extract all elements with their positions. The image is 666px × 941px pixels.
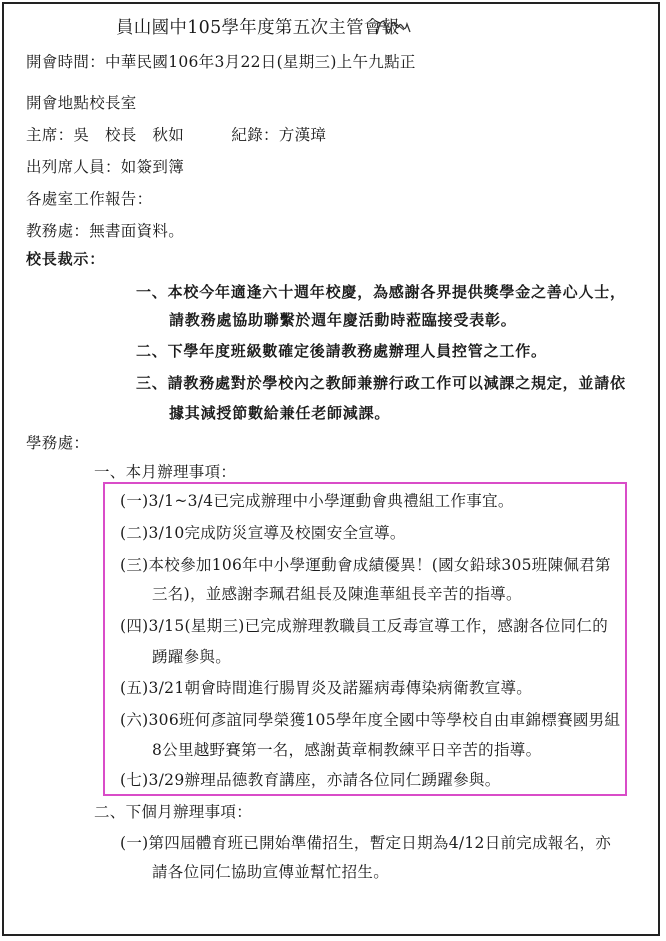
this-month-item: 踴躍參與。: [152, 648, 232, 666]
principal-line: 一、本校今年適逢六十週年校慶，為感謝各界提供獎學金之善心人士，: [136, 283, 626, 301]
meeting-time: 開會時間：中華民國106年3月22日(星期三)上午九點正: [26, 53, 416, 71]
this-month-item: (一)3/1~3/4已完成辦理中小學運動會典禮組工作事宜。: [120, 492, 514, 510]
attendees: 出列席人員：如簽到簿: [26, 158, 185, 176]
principal-line: 二、下學年度班級數確定後請教務處辦理人員控管之工作。: [136, 342, 547, 360]
document-page: [2, 2, 660, 936]
principal-line: 據其減授節數給兼任老師減課。: [169, 404, 391, 422]
document-title: 員山國中105學年度第五次主管會報: [116, 18, 400, 38]
this-month-item: 8公里越野賽第一名，感謝黃章桐教練平日辛苦的指導。: [152, 741, 542, 759]
principal-line: 請教務處協助聯繫於週年慶活動時蒞臨接受表彰。: [169, 311, 517, 329]
this-month-item: 三名)，並感謝李珮君組長及陳進華組長辛苦的指導。: [152, 585, 522, 603]
next-month-heading: 二、下個月辦理事項：: [94, 803, 253, 821]
chair-and-recorder: 主席：吳 校長 秋如 紀錄：方漢璋: [26, 126, 327, 144]
this-month-item: (四)3/15(星期三)已完成辦理教職員工反毒宣導工作，感謝各位同仁的: [120, 617, 608, 635]
this-month-item: (七)3/29辦理品德教育講座，亦請各位同仁踴躍參與。: [120, 771, 501, 789]
this-month-item: (六)306班何彥誼同學榮獲105學年度全國中等學校自由車錦標賽國男組: [120, 711, 621, 729]
this-month-item: (五)3/21朝會時間進行腸胃炎及諾羅病毒傳染病衛教宣導。: [120, 679, 533, 697]
meeting-place: 開會地點校長室: [26, 94, 137, 112]
principal-line: 三、請教務處對於學校內之教師兼辦行政工作可以減課之規定，並請依: [136, 374, 626, 392]
student-affairs-heading: 學務處：: [26, 434, 90, 452]
next-month-item: 請各位同仁協助宣傳並幫忙招生。: [152, 863, 390, 881]
academic-office-note: 教務處：無書面資料。: [26, 222, 185, 240]
reports-heading: 各處室工作報告：: [26, 190, 153, 208]
handwritten-signature: [374, 12, 414, 42]
next-month-item: (一)第四屆體育班已開始準備招生，暫定日期為4/12日前完成報名，亦: [120, 834, 612, 852]
this-month-heading: 一、本月辦理事項：: [94, 463, 237, 481]
this-month-item: (二)3/10完成防災宣導及校園安全宣導。: [120, 524, 406, 542]
principal-heading: 校長裁示：: [26, 250, 106, 268]
this-month-item: (三)本校參加106年中小學運動會成績優異！(國女鉛球305班陳佩君第: [120, 556, 611, 574]
